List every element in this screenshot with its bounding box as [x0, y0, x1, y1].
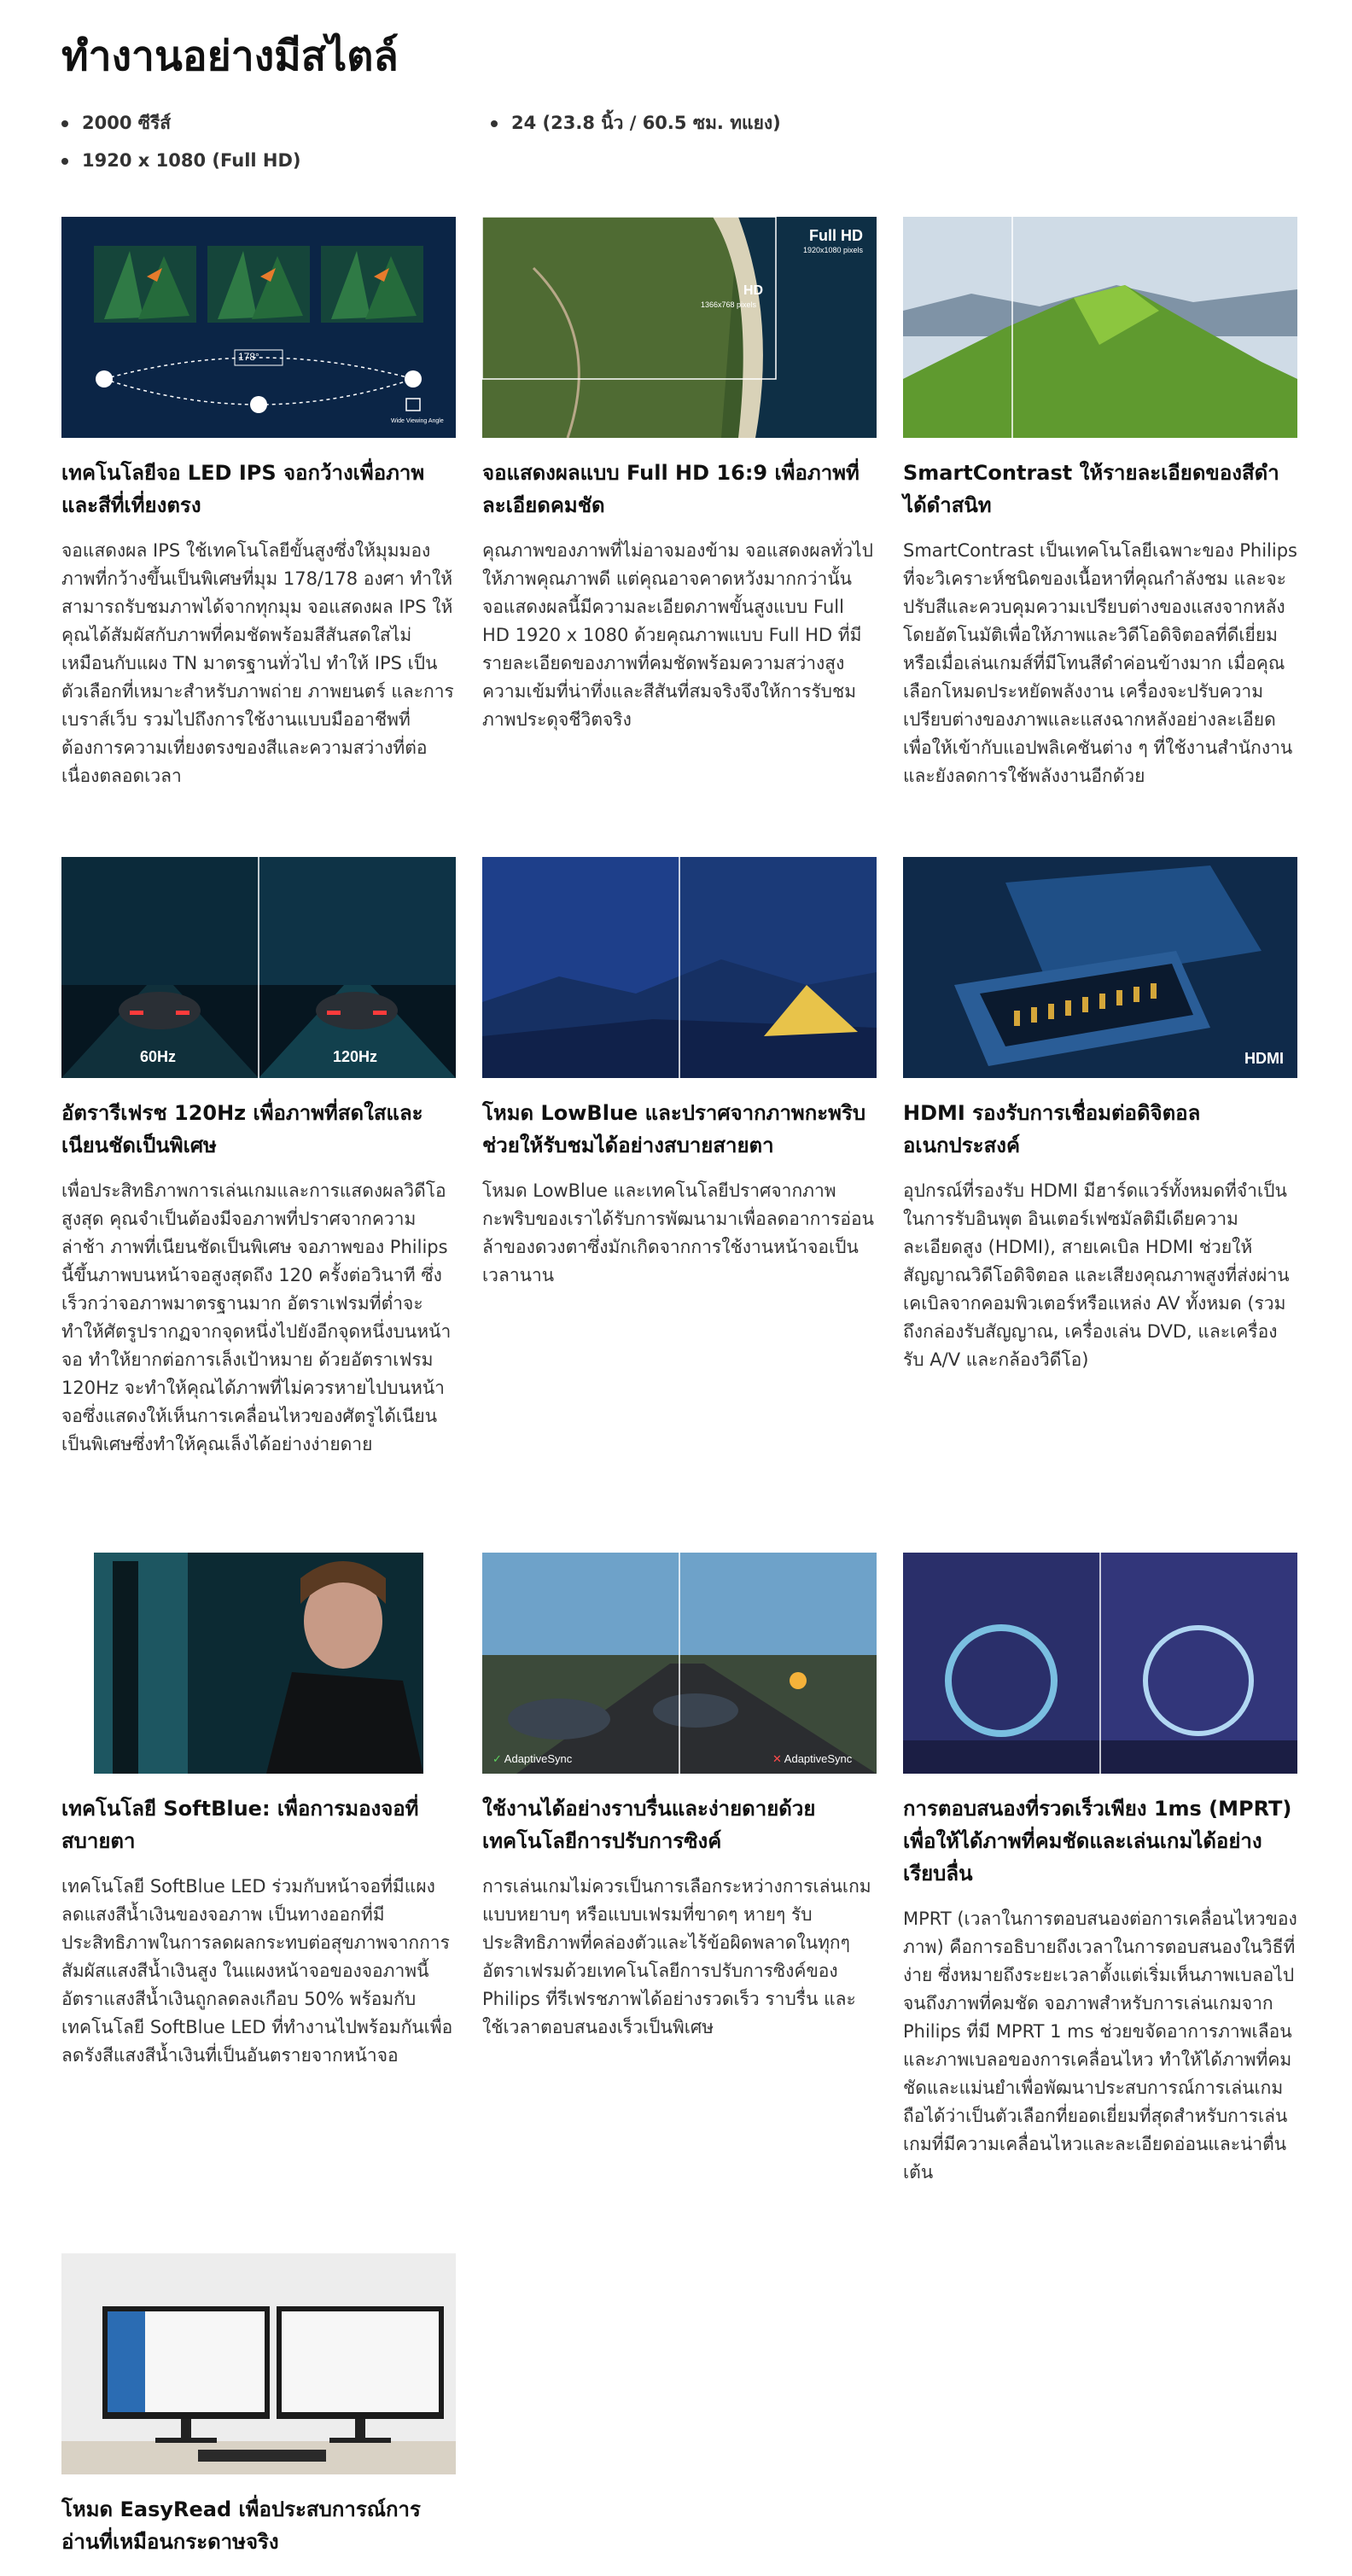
fullhd-sublabel: 1920x1080 pixels — [802, 246, 863, 254]
feature-card-fullhd — [482, 217, 877, 734]
feature-body: โหมด LowBlue และเทคโนโลยีปราศจากภาพกะพริบของเราได้รับการพัฒนามาเพื่อลดอาการอ่อนล้าของดวงตาซึ่งมักเกิดจากการใช้งานหน้าจอเป็นเวลานาน — [482, 1180, 875, 1285]
fullhd-image — [482, 217, 877, 438]
hz-120-label: 120Hz — [333, 1048, 378, 1065]
woman-monitor-illustration — [61, 1553, 456, 1774]
bullet-dot — [61, 120, 68, 127]
feature-title: จอแสดงผลแบบ Full HD 16:9 เพื่อภาพที่ละเอียดคมชัด — [482, 461, 860, 517]
feature-card-adaptivesync — [482, 1553, 877, 2042]
feature-card-easyread — [61, 2253, 456, 2558]
feature-body: คุณภาพของภาพที่ไม่อาจมองข้าม จอแสดงผลทั่วไปให้ภาพคุณภาพดี แต่คุณอาจคาดหวังมากกว่านั้น จอแสดงผลนี้มีความละเอียดภาพขั้นสูงแบบ Full HD 1920 x 1080 ด้วยคุณภาพแบบ Full HD ที่มีรายละเอียดของภาพที่คมชัดพร้อมความสว่างสูง ความเข้มที่น่าทึ่งและสีสันที่สมจริงจึงให้การรับชมภาพประดุจชีวิตจริง — [482, 540, 873, 730]
feature-title: ใช้งานได้อย่างราบรื่นและง่ายดายด้วยเทคโนโลยีการปรับการซิงค์ — [482, 1797, 816, 1853]
feature-body: เพื่อประสิทธิภาพการเล่นเกมและการแสดงผลวิดีโอสูงสุด คุณจำเป็นต้องมีจอภาพที่ปราศจากความล่าช้า ภาพที่เนียนชัดเป็นพิเศษ จอภาพของ Philips นี้ขึ้นภาพบนหน้าจอสูงสุดถึง 120 ครั้งต่อวินาที ซึ่งเร็วกว่าจอภาพมาตรฐานมาก อัตราเฟรมที่ต่ำจะทำให้ศัตรูปรากฏจากจุดหนึ่งไปยังอีกจุดหนึ่งบนหน้าจอ ทำให้ยากต่อการเล็งเป้าหมาย ด้วยอัตราเฟรม 120Hz จะทำให้คุณได้ภาพที่ไม่ควรหายไปบนหน้าจอซึ่งแสดงให้เห็นการเคลื่อนไหวของศัตรูได้เนียนเป็นพิเศษซึ่งทำให้คุณเล็งได้อย่างง่ายดาย — [61, 1180, 452, 1454]
feature-title: โหมด EasyRead เพื่อประสบการณ์การอ่านที่เหมือนกระดาษจริง — [61, 2497, 421, 2554]
refresh-rate-image — [61, 857, 456, 1078]
spec-series — [61, 109, 171, 137]
adaptivesync-on-label: ✓ AdaptiveSync — [492, 1752, 573, 1765]
softblue-image — [61, 1553, 456, 1774]
dual-monitor-illustration — [61, 2253, 456, 2474]
spec-resolution — [61, 150, 301, 171]
fullhd-label: Full HD — [809, 227, 863, 244]
hd-sublabel: 1366x768 pixels — [701, 300, 757, 309]
leaf-panel — [207, 246, 310, 323]
lowblue-image — [482, 857, 877, 1078]
hdmi-image — [903, 857, 1297, 1078]
leaf-panel — [94, 246, 196, 323]
feature-title: โหมด LowBlue และปราศจากภาพกะพริบช่วยให้รับชมได้อย่างสบายสายตา — [482, 1101, 866, 1157]
feature-card-mprt — [903, 1553, 1297, 2187]
spec-size — [491, 109, 781, 137]
bullet-dot — [491, 120, 498, 127]
check-icon: ✓ — [492, 1752, 504, 1765]
portal-illustration — [903, 1553, 1297, 1774]
adaptivesync-image — [482, 1553, 877, 1774]
mountain-illustration — [903, 217, 1297, 438]
page-title: ทำงานอย่างมีสไตล์ — [61, 32, 399, 80]
feature-card-ips — [61, 217, 456, 790]
feature-title: เทคโนโลยี SoftBlue: เพื่อการมองจอที่สบายตา — [61, 1797, 419, 1853]
feature-body: SmartContrast เป็นเทคโนโลยีเฉพาะของ Philips ที่จะวิเคราะห์ชนิดของเนื้อหาที่คุณกำลังชม และจะปรับสีและควบคุมความเปรียบต่างของแสงจากหลังโดยอัตโนมัติเพื่อให้ภาพและวิดีโอดิจิตอลที่ดีเยี่ยม หรือเมื่อเล่นเกมส์ที่มีโทนสีดำค่อนข้างมาก เมื่อคุณเลือกโหมดประหยัดพลังงาน เครื่องจะปรับความเปรียบต่างของภาพและแสงฉากหลังอย่างละเอียดเพื่อให้เข้ากับแอปพลิเคชันต่าง ๆ ที่ใช้งานสำนักงาน และยังลดการใช้พลังงานอีกด้วย — [903, 540, 1297, 786]
hdmi-connector-illustration — [903, 857, 1297, 1078]
bullet-dot — [61, 158, 68, 165]
racing-car-illustration — [61, 857, 456, 1078]
feature-card-softblue — [61, 1553, 456, 2070]
ips-viewing-angle-image — [61, 217, 456, 438]
feature-title: HDMI รองรับการเชื่อมต่อดิจิตอลอเนกประสงค์ — [903, 1101, 1201, 1157]
spec-text: 1920 x 1080 (Full HD) — [82, 150, 301, 171]
hd-label: HD — [743, 283, 764, 298]
feature-title: เทคโนโลยีจอ LED IPS จอกว้างเพื่อภาพและสีที่เที่ยงตรง — [61, 461, 425, 517]
hz-60-label: 60Hz — [140, 1048, 177, 1065]
feature-card-120hz — [61, 857, 456, 1459]
feature-card-smartcontrast — [903, 217, 1297, 790]
spec-text: 24 (23.8 นิ้ว / 60.5 ซม. ทแยง) — [511, 113, 781, 133]
racing-road-illustration — [482, 1553, 877, 1774]
feature-card-hdmi — [903, 857, 1297, 1374]
feature-title: อัตรารีเฟรช 120Hz เพื่อภาพที่สดใสและเนียนชัดเป็นพิเศษ — [61, 1101, 423, 1157]
adaptivesync-off-label: ✕ AdaptiveSync — [772, 1752, 853, 1765]
feature-card-lowblue — [482, 857, 877, 1290]
feature-body: การเล่นเกมไม่ควรเป็นการเลือกระหว่างการเล่นเกมแบบหยาบๆ หรือแบบเฟรมที่ขาดๆ หายๆ รับประสิทธิภาพที่คล่องตัวและไร้ข้อผิดพลาดในทุกๆ อัตราเฟรมด้วยเทคโนโลยีการปรับการซิงค์ของ Philips ที่รีเฟรชภาพได้อย่างรวดเร็ว ราบรื่น และใช้เวลาตอบสนองเร็วเป็นพิเศษ — [482, 1876, 871, 2037]
hdmi-label: HDMI — [1244, 1050, 1284, 1067]
feature-title: SmartContrast ให้รายละเอียดของสีดำได้ดำสนิท — [903, 461, 1279, 517]
mprt-image — [903, 1553, 1297, 1774]
tent-night-illustration — [482, 857, 877, 1078]
leaf-panel — [321, 246, 423, 323]
angle-caption: Wide Viewing Angle — [391, 418, 444, 424]
feature-body: จอแสดงผล IPS ใช้เทคโนโลยีขั้นสูงซึ่งให้มุมมองภาพที่กว้างขึ้นเป็นพิเศษที่มุม 178/178 องศา ทำให้สามารถรับชมภาพได้จากทุกมุม จอแสดงผล IPS ให้คุณได้สัมผัสกับภาพที่คมชัดพร้อมสีสันสดใสไม่เหมือนกับแผง TN มาตรฐานทั่วไป ทำให้ IPS เป็นตัวเลือกที่เหมาะสำหรับภาพถ่าย ภาพยนตร์ และการเบราส์เว็บ รวมไปถึงการใช้งานแบบมืออาชีพที่ต้องการความเที่ยงตรงของสีและความสว่างที่ต่อเนื่องตลอดเวลา — [61, 540, 454, 786]
feature-body: เทคโนโลยี SoftBlue LED ร่วมกับหน้าจอที่มีแผงลดแสงสีน้ำเงินของจอภาพ เป็นทางออกที่มีประสิทธิภาพในการลดผลกระทบต่อสุขภาพจากการสัมผัสแสงสีน้ำเงินสูง ในแผงหน้าจอของจอภาพนี้ อัตราแสงสีน้ำเงินถูกลดลงเกือบ 50% พร้อมกับเทคโนโลยี SoftBlue LED ที่ทำงานไปพร้อมกันเพื่อลดรังสีแสงสีน้ำเงินที่เป็นอันตรายจากหน้าจอ — [61, 1876, 453, 2066]
cross-icon: ✕ — [772, 1752, 784, 1765]
feature-body: อุปกรณ์ที่รองรับ HDMI มีฮาร์ดแวร์ทั้งหมดที่จำเป็นในการรับอินพุต อินเตอร์เฟซมัลติมีเดียความละเอียดสูง (HDMI), สายเคเบิล HDMI ช่วยให้สัญญาณวิดีโอดิจิตอล และเสียงคุณภาพสูงที่ส่งผ่านเคเบิลจากคอมพิวเตอร์หรือแหล่ง AV ทั้งหมด (รวมถึงกล่องรับสัญญาณ, เครื่องเล่น DVD, และเครื่องรับ A/V และกล้องวิดีโอ) — [903, 1180, 1290, 1370]
feature-title: การตอบสนองที่รวดเร็วเพียง 1ms (MPRT) เพื่อให้ได้ภาพที่คมชัดและเล่นเกมได้อย่างเรียบลื่น — [903, 1797, 1292, 1885]
spec-text: 2000 ซีรีส์ — [82, 113, 172, 133]
angle-label: 178° — [238, 351, 259, 363]
easyread-image — [61, 2253, 456, 2474]
ips-illustration — [61, 217, 456, 438]
feature-body: MPRT (เวลาในการตอบสนองต่อการเคลื่อนไหวของภาพ) คือการอธิบายถึงเวลาในการตอบสนองในวิธีที่ง่าย ซึ่งหมายถึงระยะเวลาตั้งแต่เริ่มเห็นภาพเบลอไปจนถึงภาพที่คมชัด จอภาพสำหรับการเล่นเกมจาก Philips ที่มี MPRT 1 ms ช่วยขจัดอาการภาพเลือนและภาพเบลอของการเคลื่อนไหว ทำให้ได้ภาพที่คมชัดและแม่นยำเพื่อพัฒนาประสบการณ์การเล่นเกม ถือได้ว่าเป็นตัวเลือกที่ยอดเยี่ยมที่สุดสำหรับการเล่นเกมที่มีความเคลื่อนไหวและละเอียดอ่อนและน่าตื่นเต้น — [903, 1909, 1297, 2183]
smartcontrast-image — [903, 217, 1297, 438]
